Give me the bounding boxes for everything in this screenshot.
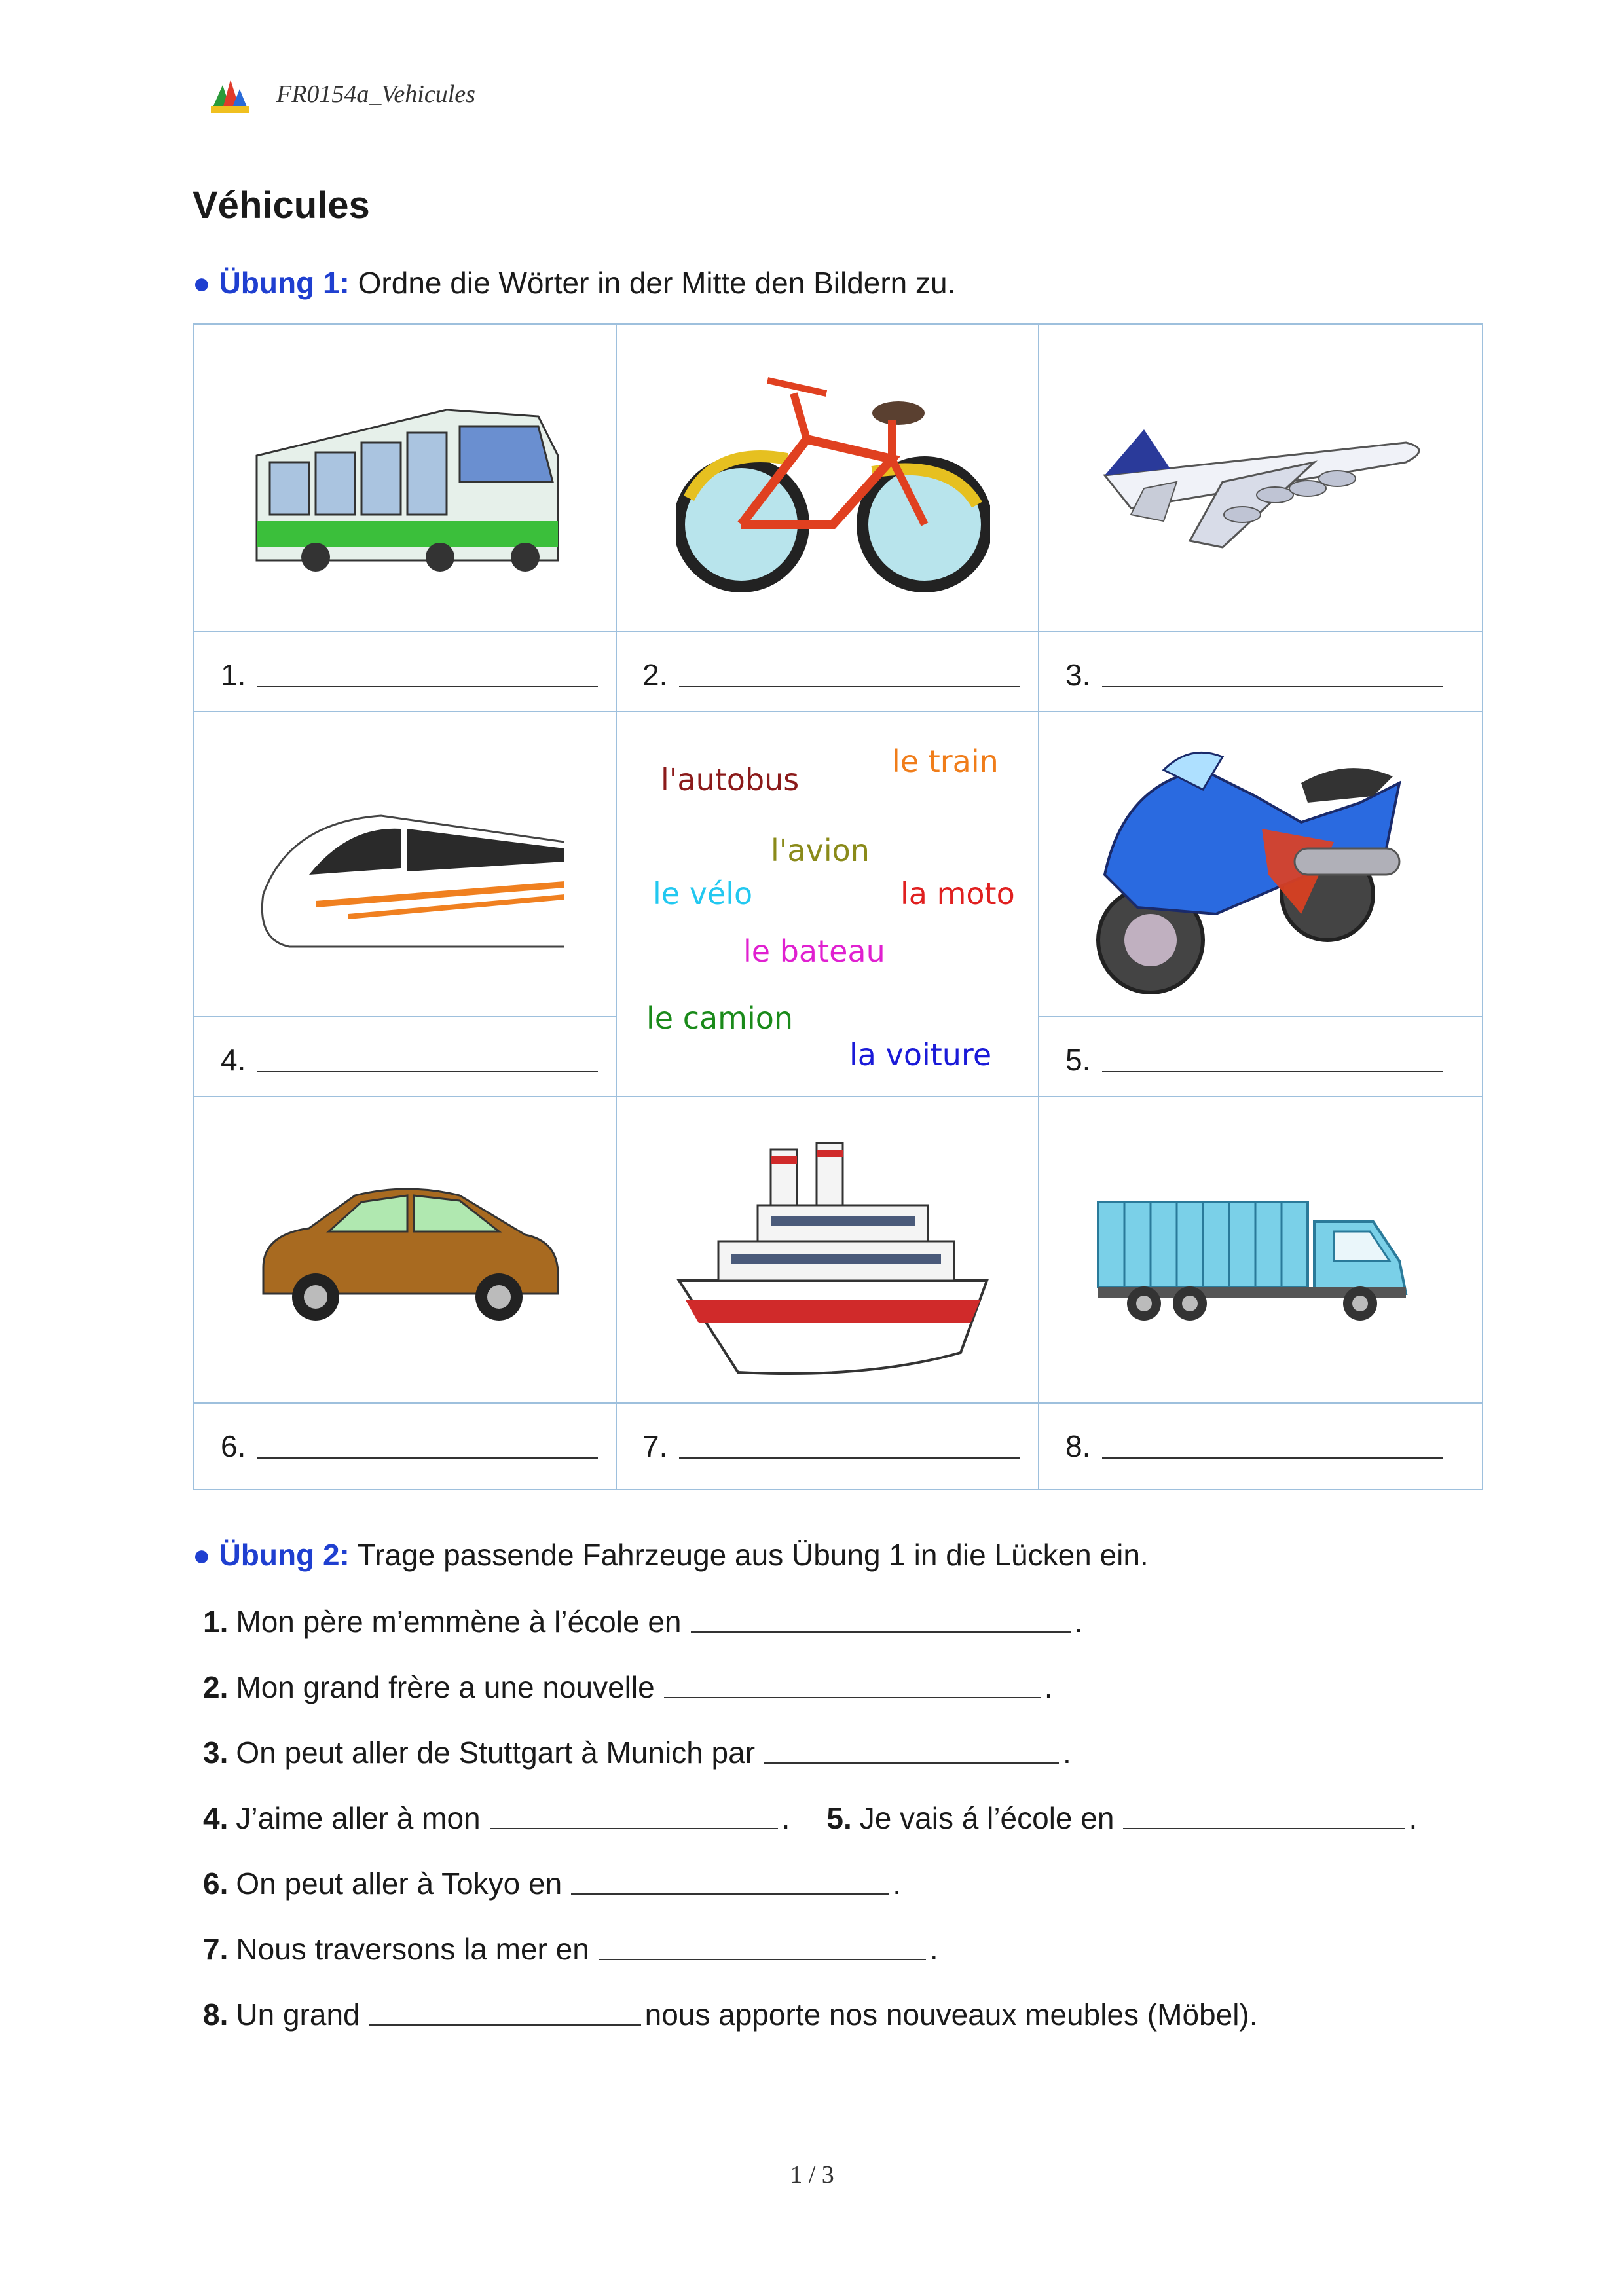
answer-field-3[interactable]: 3. (1065, 657, 1443, 693)
motorbike-picture (1085, 744, 1412, 999)
bus-picture (250, 397, 564, 574)
word-bank-item[interactable]: la moto (900, 876, 1015, 911)
sentence-8: 8. Un grand nous apporte nos nouveaux meubles (Möbel). (203, 1997, 1258, 2032)
train-picture (250, 809, 564, 960)
sentence-4-and-5: 4. J’aime aller à mon . 5. Je vais á l’école en . (203, 1801, 1418, 1835)
ship-picture (673, 1137, 993, 1385)
exercise-1-label: Übung 1: (219, 266, 350, 300)
answer-field-6[interactable]: 6. (221, 1429, 598, 1464)
word-bank-item[interactable]: l'autobus (661, 762, 800, 797)
airplane-picture (1092, 416, 1432, 560)
bicycle-picture (676, 367, 990, 603)
sentence-1: 1. Mon père m’emmène à l’école en . (203, 1605, 1083, 1639)
sentence-3-blank[interactable] (764, 1760, 1059, 1764)
sentence-2: 2. Mon grand frère a une nouvelle . (203, 1670, 1053, 1704)
exercise-2-label: Übung 2: (219, 1538, 350, 1572)
answer-field-4[interactable]: 4. (221, 1042, 598, 1078)
exercise-1-grid (193, 323, 1483, 1490)
exercise-2-text: Trage passende Fahrzeuge aus Übung 1 in die Lücken ein. (357, 1538, 1149, 1572)
sentence-5-blank[interactable] (1123, 1825, 1405, 1829)
word-bank-item[interactable]: le vélo (653, 876, 753, 911)
word-bank-item[interactable]: le bateau (743, 934, 885, 969)
word-bank-item[interactable]: la voiture (849, 1037, 992, 1072)
answer-field-2[interactable]: 2. (642, 657, 1020, 693)
sentence-6: 6. On peut aller à Tokyo en . (203, 1867, 901, 1901)
word-bank-item[interactable]: le camion (646, 1000, 794, 1036)
sentence-8-blank[interactable] (369, 2022, 641, 2026)
truck-picture (1092, 1189, 1419, 1326)
sentence-7-blank[interactable] (599, 1956, 926, 1960)
word-bank-item[interactable]: le train (892, 744, 999, 779)
document-id: FR0154a_Vehicules (276, 81, 475, 108)
page-title: Véhicules (193, 184, 370, 227)
publisher-logo-icon (208, 73, 250, 115)
word-bank-item[interactable]: l'avion (771, 833, 870, 868)
sentence-4-blank[interactable] (490, 1825, 778, 1829)
exercise-1-text: Ordne die Wörter in der Mitte den Bildern zu. (358, 266, 956, 300)
exercise-1-instruction: ● Übung 1: Ordne die Wörter in der Mitte den Bildern zu. (193, 266, 956, 300)
exercise-2-instruction: ● Übung 2: Trage passende Fahrzeuge aus Übung 1 in die Lücken ein. (193, 1538, 1149, 1572)
page-header (208, 73, 475, 115)
answer-field-7[interactable]: 7. (642, 1429, 1020, 1464)
answer-field-5[interactable]: 5. (1065, 1042, 1443, 1078)
sentence-6-blank[interactable] (571, 1891, 889, 1895)
sentence-1-blank[interactable] (691, 1629, 1071, 1633)
sentence-3: 3. On peut aller de Stuttgart à Munich par . (203, 1736, 1071, 1770)
page-number: 1 / 3 (790, 2161, 834, 2189)
answer-field-8[interactable]: 8. (1065, 1429, 1443, 1464)
answer-field-1[interactable]: 1. (221, 657, 598, 693)
car-picture (250, 1169, 564, 1326)
sentence-2-blank[interactable] (664, 1694, 1041, 1698)
sentence-7: 7. Nous traversons la mer en . (203, 1932, 938, 1966)
